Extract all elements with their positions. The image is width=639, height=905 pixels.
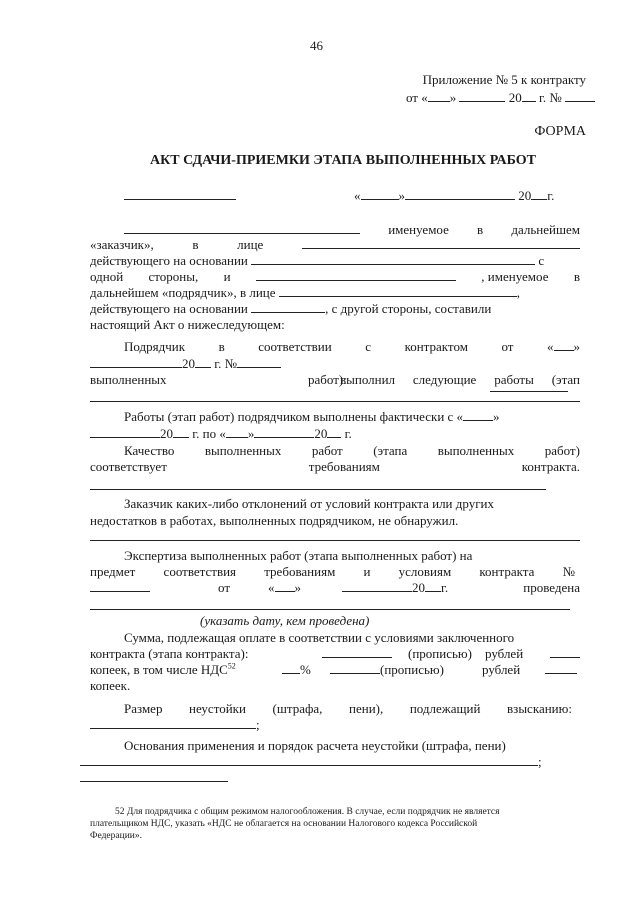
para1-line5: дальнейшем «подрядчик», в лице , — [90, 285, 521, 300]
para1-line2: «заказчик», в лице — [90, 237, 580, 253]
para7-line4: копеек. — [90, 678, 131, 693]
form-label: ФОРМА — [534, 124, 586, 139]
para7-line3: копеек, в том числе НДС$^{52}$ % (прописью) рублей — [90, 662, 580, 678]
para1-line1: именуемое в дальнейшем — [124, 222, 580, 238]
footnote-line1: 52 Для подрядчика с общим режимом налогообложения. В случае, если подрядчик не является — [115, 807, 500, 817]
footnote-line2: плательщиком НДС, указать «НДС не облагается на основании Налогового кодекса Российской — [90, 819, 478, 829]
para1-line4: одной стороны, и , именуемое в — [90, 269, 580, 284]
para2-fill-line — [90, 401, 580, 402]
para9-fill-line — [80, 781, 228, 782]
para8-line1: Размер неустойки (штрафа, пени), подлежащий взысканию: — [124, 701, 572, 716]
appendix-title: Приложение № 5 к контракту — [422, 72, 586, 87]
appendix-date-line: от « » 20 г. № — [406, 90, 595, 106]
para6-line1: Экспертиза выполненных работ (этапа выполненных работ) на — [124, 548, 473, 563]
para1-line6: действующего на основании , с другой стороны, составили — [90, 301, 492, 316]
para1-line3: действующего на основании с — [90, 253, 545, 268]
document-title: АКТ СДАЧИ-ПРИЕМКИ ЭТАПА ВЫПОЛНЕННЫХ РАБОТ — [150, 153, 536, 168]
para7-line2: контракта (этапа контракта): (прописью) рублей — [90, 646, 580, 662]
footnote-line3: Федерации». — [90, 831, 142, 841]
para6-note: (указать дату, кем проведена) — [200, 613, 370, 628]
para6-fill-line — [90, 609, 570, 610]
para2-line2: 20 г. № выполнил следующие работы (этап — [90, 356, 580, 372]
para9-line1: Основания применения и порядок расчета неустойки (штрафа, пени) — [124, 738, 506, 753]
para2-line1: Подрядчик в соответствии с контрактом от « » — [124, 339, 580, 354]
page-number: 46 — [310, 38, 323, 53]
para4-fill-line — [90, 489, 546, 490]
para4-line1: Качество выполненных работ (этапа выполненных работ) — [124, 443, 580, 458]
para7-line1: Сумма, подлежащая оплате в соответствии с условиями заключенного — [124, 630, 515, 645]
para2-line3: выполненных работ): — [90, 372, 580, 388]
para6-line2: предмет соответствия требованиям и условиям контракта № — [90, 564, 575, 579]
para9-line2: ; — [80, 754, 542, 770]
para8-line2: ; — [90, 717, 260, 733]
para1-line7: настоящий Акт о нижеследующем: — [90, 317, 285, 332]
para6-line3: от « » 20 г. проведена — [90, 580, 580, 596]
para5-line1: Заказчик каких-либо отклонений от условий контракта или других — [124, 496, 494, 511]
para4-line2: соответствует требованиям контракта. — [90, 459, 580, 474]
para5-fill-line — [90, 540, 580, 541]
para3-line1: Работы (этап работ) подрядчиком выполнены фактически с « » — [124, 409, 500, 424]
para3-line2: 20 г. по « » 20 г. — [90, 426, 352, 442]
para5-line2: недостатков в работах, выполненных подрядчиком, не обнаружил. — [90, 513, 459, 528]
